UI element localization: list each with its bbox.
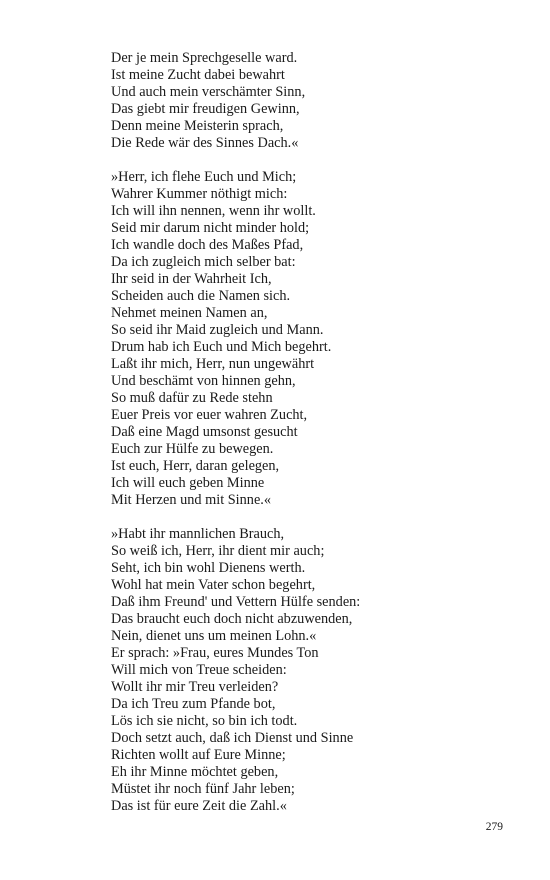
verse-line: Mit Herzen und mit Sinne.«: [111, 492, 272, 508]
stanza: [111, 169, 531, 509]
verse-line: »Habt ihr mannlichen Brauch,: [111, 526, 285, 542]
verse-line: So weiß ich, Herr, ihr dient mir auch;: [111, 543, 325, 559]
verse-line: Euer Preis vor euer wahren Zucht,: [111, 407, 308, 423]
verse-line: So seid ihr Maid zugleich und Mann.: [111, 322, 324, 338]
verse-line: Wohl hat mein Vater schon begehrt,: [111, 577, 316, 593]
verse-line: Denn meine Meisterin sprach,: [111, 118, 284, 134]
verse-line: Will mich von Treue scheiden:: [111, 662, 287, 678]
verse-line: Ich wandle doch des Maßes Pfad,: [111, 237, 304, 253]
verse-line: Wahrer Kummer nöthigt mich:: [111, 186, 288, 202]
stanza: [111, 526, 531, 815]
verse-line: Drum hab ich Euch und Mich begehrt.: [111, 339, 332, 355]
verse-line: Ich will ihn nennen, wenn ihr wollt.: [111, 203, 316, 219]
verse-line: Ich will euch geben Minne: [111, 475, 265, 491]
verse-line: Nehmet meinen Namen an,: [111, 305, 268, 321]
verse-line: Scheiden auch die Namen sich.: [111, 288, 291, 304]
verse-line: Müstet ihr noch fünf Jahr leben;: [111, 781, 295, 797]
verse-line: Da ich zugleich mich selber bat:: [111, 254, 296, 270]
verse-line: Das giebt mir freudigen Gewinn,: [111, 101, 300, 117]
verse-line: Seht, ich bin wohl Dienens werth.: [111, 560, 306, 576]
verse-line: Daß eine Magd umsonst gesucht: [111, 424, 298, 440]
verse-line: Die Rede wär des Sinnes Dach.«: [111, 135, 299, 151]
poem-text: [111, 50, 531, 815]
verse-line: Lös ich sie nicht, so bin ich todt.: [111, 713, 298, 729]
verse-line: Seid mir darum nicht minder hold;: [111, 220, 310, 236]
verse-line: Daß ihm Freund' und Vettern Hülfe senden:: [111, 594, 361, 610]
stanza: [111, 50, 531, 152]
verse-line: So muß dafür zu Rede stehn: [111, 390, 273, 406]
verse-line: Nein, dienet uns um meinen Lohn.«: [111, 628, 317, 644]
verse-line: Da ich Treu zum Pfande bot,: [111, 696, 276, 712]
verse-line: Er sprach: »Frau, eures Mundes Ton: [111, 645, 319, 661]
verse-line: Und beschämt von hinnen gehn,: [111, 373, 296, 389]
verse-line: Ist meine Zucht dabei bewahrt: [111, 67, 285, 83]
verse-line: Richten wollt auf Eure Minne;: [111, 747, 286, 763]
verse-line: »Herr, ich flehe Euch und Mich;: [111, 169, 297, 185]
verse-line: Doch setzt auch, daß ich Dienst und Sinne: [111, 730, 354, 746]
verse-line: Laßt ihr mich, Herr, nun ungewährt: [111, 356, 315, 372]
verse-line: Euch zur Hülfe zu bewegen.: [111, 441, 274, 457]
verse-line: Das ist für eure Zeit die Zahl.«: [111, 798, 287, 814]
verse-line: Ist euch, Herr, daran gelegen,: [111, 458, 280, 474]
verse-line: Und auch mein verschämter Sinn,: [111, 84, 306, 100]
verse-line: Eh ihr Minne möchtet geben,: [111, 764, 279, 780]
verse-line: Das braucht euch doch nicht abzuwenden,: [111, 611, 353, 627]
verse-line: Wollt ihr mir Treu verleiden?: [111, 679, 279, 695]
verse-line: Ihr seid in der Wahrheit Ich,: [111, 271, 272, 287]
page-number: 279: [485, 821, 503, 833]
verse-line: Der je mein Sprechgeselle ward.: [111, 50, 298, 66]
